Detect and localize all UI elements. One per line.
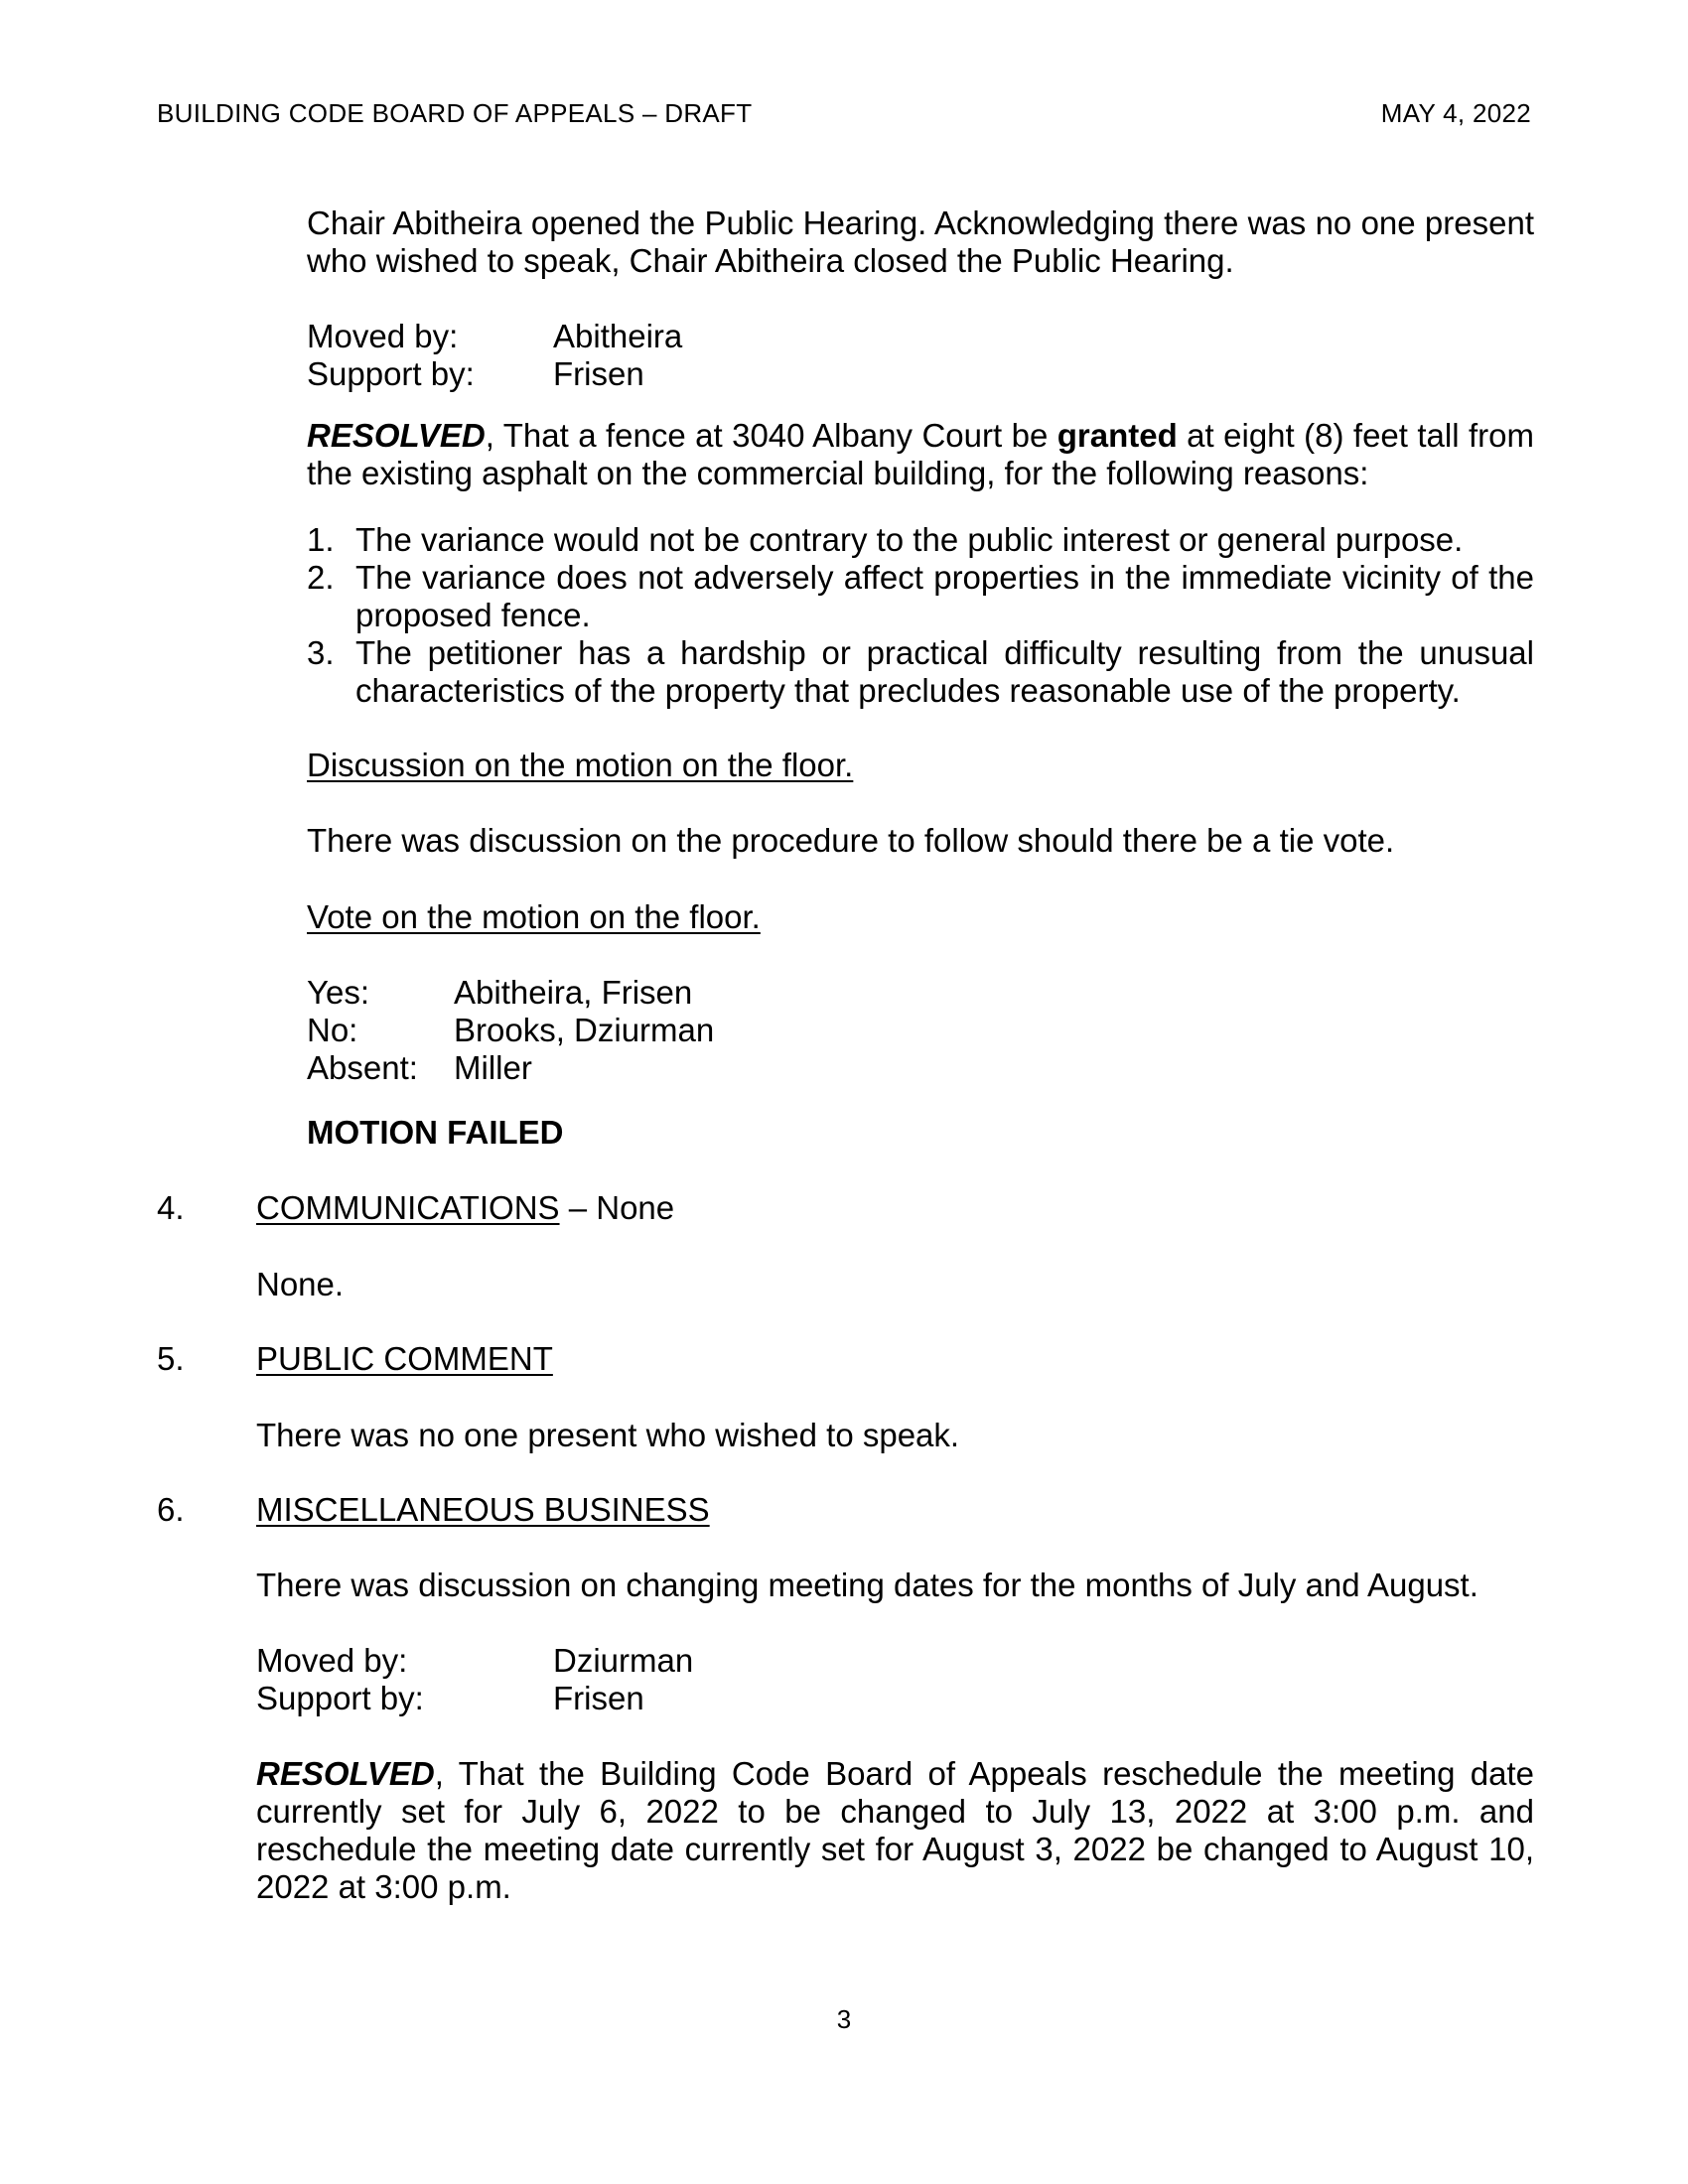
discussion-heading: Discussion on the motion on the floor.	[307, 747, 854, 783]
vote-heading: Vote on the motion on the floor.	[307, 898, 761, 935]
communications-body: None.	[256, 1266, 345, 1302]
section-heading-misc-business: MISCELLANEOUS BUSINESS	[256, 1491, 710, 1528]
resolved-keyword: RESOLVED	[256, 1755, 435, 1792]
moved-by-label: Moved by:	[256, 1642, 408, 1679]
resolved-keyword: RESOLVED	[307, 417, 486, 454]
reason-text: The variance does not adversely affect properties in the immediate vicinity of the proposed fence.	[355, 559, 1534, 633]
discussion-text: There was discussion on the procedure to follow should there be a tie vote.	[307, 822, 1395, 859]
vote-yes-value: Abitheira, Frisen	[454, 974, 693, 1011]
page-number: 3	[836, 2004, 852, 2034]
section-heading-public-comment: PUBLIC COMMENT	[256, 1340, 553, 1377]
support-by-value: Frisen	[553, 1680, 644, 1716]
vote-no-label: No:	[307, 1012, 358, 1048]
resolution-paragraph-reschedule	[256, 1755, 1534, 1906]
vote-no-value: Brooks, Dziurman	[454, 1012, 715, 1048]
document-header-title: BUILDING CODE BOARD OF APPEALS – DRAFT	[157, 98, 753, 128]
resolution-text-part1: , That a fence at 3040 Albany Court be	[485, 417, 1057, 454]
resolution-text: , That the Building Code Board of Appeals reschedule the meeting date currently set for July 6, 2022 to be changed to July 13, 2022 at 3:00 p.m. and reschedule the meeting date currently set for August 3, 2022 be changed to August 10, 2022 at 3:00 p.m.	[256, 1755, 1534, 1905]
reason-item	[307, 559, 1534, 634]
communications-suffix: – None	[559, 1189, 675, 1226]
motion-result: MOTION FAILED	[307, 1114, 564, 1151]
public-hearing-paragraph: Chair Abitheira opened the Public Hearing. Acknowledging there was no one present who wished to speak, Chair Abitheira closed the Public Hearing.	[307, 205, 1534, 279]
vote-absent-value: Miller	[454, 1049, 532, 1086]
moved-by-value: Dziurman	[553, 1642, 694, 1679]
resolution-text-part2: at eight (8) feet tall from the existing asphalt on the commercial building, for the following reasons:	[307, 417, 1534, 491]
granted-keyword: granted	[1056, 417, 1178, 454]
section-number: 6.	[157, 1491, 185, 1528]
moved-by-value: Abitheira	[553, 318, 683, 354]
resolution-paragraph	[307, 417, 1534, 492]
reason-number: 3.	[307, 634, 335, 671]
support-by-label: Support by:	[307, 355, 475, 392]
section-heading-communications	[256, 1189, 674, 1227]
support-by-label: Support by:	[256, 1680, 424, 1716]
section-number: 4.	[157, 1189, 185, 1226]
section-number: 5.	[157, 1340, 185, 1377]
vote-yes-label: Yes:	[307, 974, 370, 1011]
moved-by-label: Moved by:	[307, 318, 459, 354]
support-by-value: Frisen	[553, 355, 644, 392]
communications-title: COMMUNICATIONS	[256, 1189, 560, 1226]
reason-item	[307, 521, 1534, 559]
public-comment-body: There was no one present who wished to speak.	[256, 1417, 960, 1453]
misc-business-body: There was discussion on changing meeting dates for the months of July and August.	[256, 1567, 1478, 1603]
reason-number: 1.	[307, 521, 335, 558]
document-header-date: MAY 4, 2022	[1380, 98, 1531, 128]
reason-text: The petitioner has a hardship or practical difficulty resulting from the unusual characteristics of the property that precludes reasonable use of the property.	[355, 634, 1534, 709]
reason-item	[307, 634, 1534, 710]
vote-absent-label: Absent:	[307, 1049, 418, 1086]
reason-number: 2.	[307, 559, 335, 596]
reason-text: The variance would not be contrary to the public interest or general purpose.	[355, 521, 1464, 558]
